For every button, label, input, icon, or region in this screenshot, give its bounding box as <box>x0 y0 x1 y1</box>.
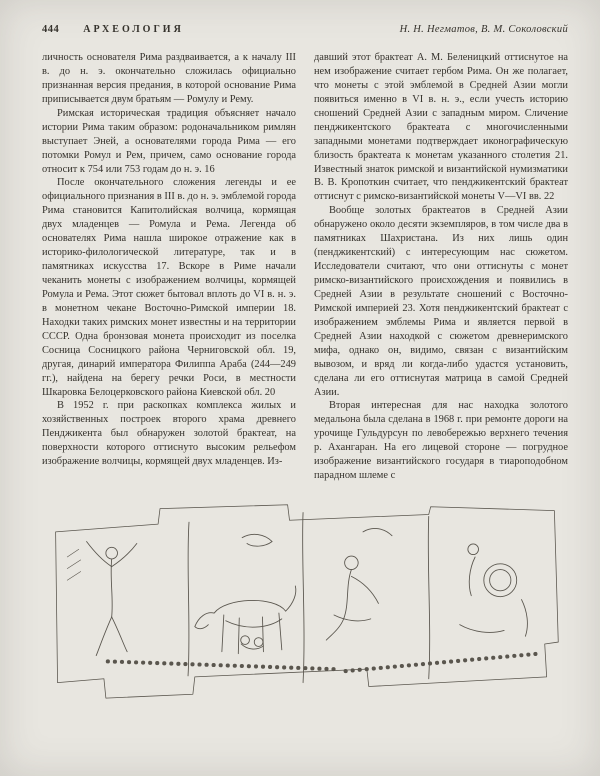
page-header <box>42 24 568 35</box>
text-columns <box>42 51 568 483</box>
running-head: АРХЕОЛОГИЯ <box>83 24 184 35</box>
paragraph: В 1952 г. при раскопках комплекса жилых и хозяйственных построек второго храма древнего Пенджикента был обнаружен золотой брактеат, на поверхности которого оттиснуто высоким рельефом изображение волчицы, кормящей двух младенцев. Из- <box>42 400 296 468</box>
paragraph: личность основателя Рима раздваивается, а к началу III в. до н. э. окончательно сложилась официально признанная версия предания, в которой основание Рима приписывается двум братьям — Ромулу и Рему. <box>42 52 296 105</box>
paragraph: Вообще золотых брактеатов в Средней Азии обнаружено около десяти экземпляров, в том числе два в памятниках Шахристана. Из них лишь один (пенджикентский) с интересующим нас сюжетом. Исследователи считают, что они оттиснуты с монет римско-византийского происхождения и появились в Средней Азии в результате сношений с Восточно-Римской империей 23. Хотя пенджикентский брактеат с изображением эмблемы Рима и является первой в Средней Азии находкой с сюжетом древнеримского мифа, однако он, видимо, связан с византийским вывозом, и вряд ли когда-либо удастся установить, сделана ли его оттиснутая матрица в самой Средней Азии. <box>314 205 568 398</box>
paragraph: давший этот брактеат А. М. Беленицкий оттиснутое на нем изображение считает гербом Рима. Он же полагает, что монеты с этой эмблемой в Средней Азии могли появиться именно в VI в. н. э., если учесть историю сношений Средней Азии с западным миром. Сличение пенджикентского брактеата с многочисленными западными монетами подтверждает иконографическую близость брактеата к монетам указанного столетия 21. Известный знаток римской и византийской нумизматики В. В. Кропоткин считает, что пенджикентский брактеат оттиснут с римско-византийской монеты V—VI вв. 22 <box>314 52 568 203</box>
page-number: 444 <box>42 24 60 35</box>
frieze-line-drawing-icon <box>44 499 566 712</box>
paragraph: Римская историческая традиция объясняет начало истории Рима таким образом: родоначальником римлян выступает Эней, а основателями города Рима — его потомки Ромул и Рем, причем, само основание города относит к 754 или 753 годам до н. э. 16 <box>42 107 296 175</box>
figure-frieze <box>42 499 568 712</box>
left-column <box>42 51 296 483</box>
paragraph: Вторая интересная для нас находка золотого медальона была сделана в 1968 г. при ремонте дороги на урочище Гульдурсун по левобережью верхнего течения р. Ахангаран. На его лицевой стороне — погрудное изображение византийского государя в тиароподобном парадном шлеме с <box>314 400 568 482</box>
authors-line: Н. Н. Негматов, В. М. Соколовский <box>399 24 568 35</box>
right-column <box>314 51 568 483</box>
paragraph: После окончательного сложения легенды и ее официального признания в III в. до н. э. эмблемой города Рима становится Капитолийская волчица, кормящая двух младенцев — Ромула и Рема. Легенда об основателях Рима нашла широкое отражение как в историко-филологической литературе, так и в памятниках искусства 17. Вскоре в Риме начали чеканить монеты с изображением волчицы, кормящей Ромула и Рема. Этот сюжет бытовал вплоть до VI в. н. э. в монетном чекане Восточно-Римской империи 18. Находки таких римских монет известны и на территории СССР. Одна бронзовая монета происходит из поселка Сосница Сосницкого района Черниговской обл. 19, другая, динарий императора Филиппа Араба (244—249 гг.), найдена на берегу речки Роси, в местности Шкаровка Белоцерковского района Киевской обл. 20 <box>42 177 296 398</box>
